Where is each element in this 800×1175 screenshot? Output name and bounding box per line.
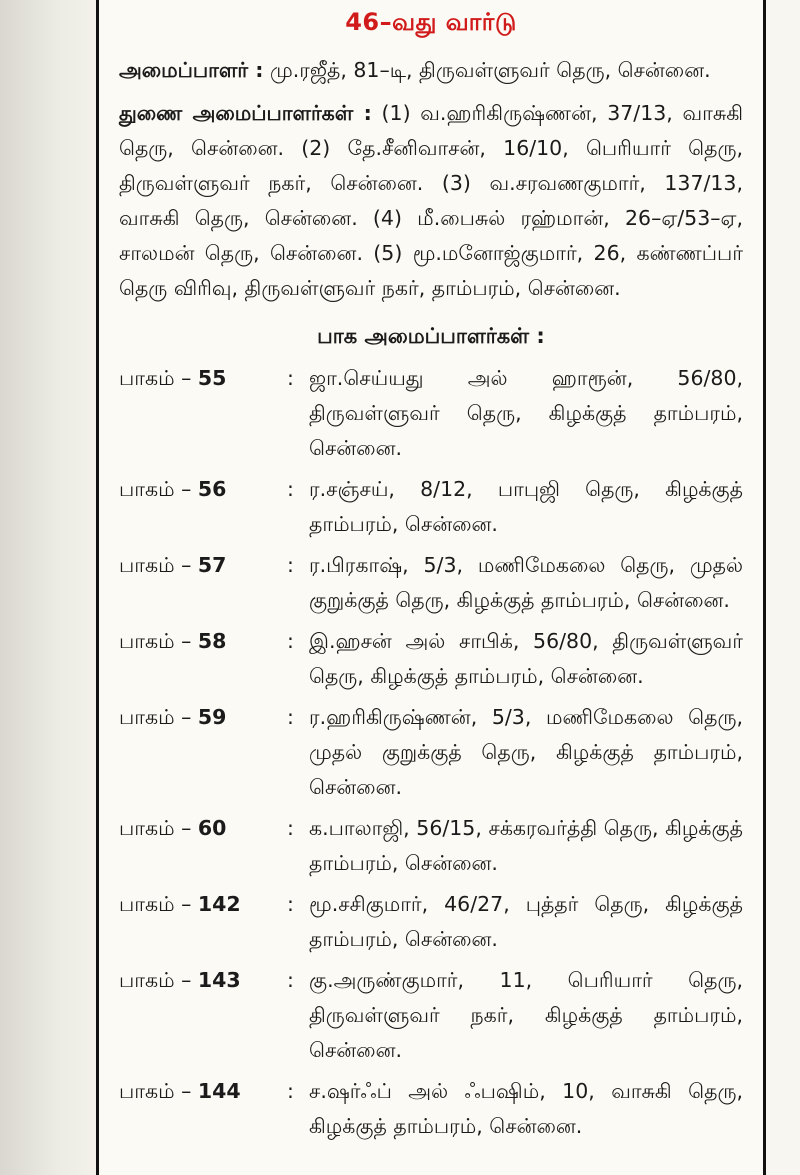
booth-prefix: பாகம் –	[119, 816, 192, 840]
booth-organizer-text: ஜா.செய்யது அல் ஹாரூன், 56/80, திருவள்ளுவர் தெரு, கிழக்குத் தாம்பரம், சென்னை.	[309, 366, 743, 460]
colon-separator: :	[287, 892, 294, 916]
booth-prefix: பாகம் –	[119, 968, 192, 992]
booth-number: 59	[197, 705, 227, 729]
organizer-label: அமைப்பாளர் :	[119, 58, 264, 82]
booth-entry	[119, 963, 743, 1068]
booth-code	[119, 624, 287, 659]
booth-organizer-text: ர.ஹரிகிருஷ்ணன், 5/3, மணிமேகலை தெரு, முதல் குறுக்குத் தெரு, கிழக்குத் தாம்பரம், சென்னை.	[309, 705, 743, 799]
colon-separator: :	[287, 366, 294, 390]
booth-entry	[119, 1074, 743, 1144]
booth-code	[119, 700, 287, 735]
booth-prefix: பாகம் –	[119, 477, 192, 501]
booth-organizer-text: கு.அருண்குமார், 11, பெரியார் தெரு, திருவள்ளுவர் நகர், கிழக்குத் தாம்பரம், சென்னை.	[309, 968, 743, 1062]
page-left-margin	[0, 0, 96, 1175]
booth-number: 142	[197, 892, 241, 916]
colon-separator: :	[287, 816, 294, 840]
colon-separator: :	[287, 477, 294, 501]
booth-prefix: பாகம் –	[119, 705, 192, 729]
booth-prefix: பாகம் –	[119, 366, 192, 390]
booth-organizers-heading: பாக அமைப்பாளர்கள் :	[317, 324, 545, 348]
booth-organizer-text: க.பாலாஜி, 56/15, சக்கரவர்த்தி தெரு, கிழக்குத் தாம்பரம், சென்னை.	[309, 816, 743, 875]
section-title: 46–வது வார்டு	[345, 8, 517, 36]
booth-prefix: பாகம் –	[119, 892, 192, 916]
booth-entry	[119, 700, 743, 805]
booth-code	[119, 472, 287, 507]
booth-number: 55	[197, 366, 227, 390]
booth-prefix: பாகம் –	[119, 1079, 192, 1103]
booth-organizer-text: ர.பிரகாஷ், 5/3, மணிமேகலை தெரு, முதல் குறுக்குத் தெரு, கிழக்குத் தாம்பரம், சென்னை.	[309, 553, 743, 612]
booth-organizer-text: ர.சஞ்சய், 8/12, பாபுஜி தெரு, கிழக்குத் தாம்பரம், சென்னை.	[309, 477, 743, 536]
booth-number: 60	[197, 816, 227, 840]
booth-code	[119, 811, 287, 846]
booth-entry	[119, 361, 743, 466]
booth-number: 58	[197, 629, 227, 653]
booth-entry	[119, 624, 743, 694]
booth-prefix: பாகம் –	[119, 629, 192, 653]
booth-entry	[119, 472, 743, 542]
booth-prefix: பாகம் –	[119, 553, 192, 577]
booth-organizer-text: ச.ஷர்ஃப் அல் ஃபஷிம், 10, வாசுகி தெரு, கிழக்குத் தாம்பரம், சென்னை.	[309, 1079, 743, 1138]
colon-separator: :	[287, 968, 294, 992]
deputy-organizers-paragraph	[119, 96, 743, 306]
organizer-text: மு.ரஜீத், 81–டி, திருவள்ளுவர் தெரு, சென்னை.	[269, 58, 711, 82]
booth-code	[119, 1074, 287, 1109]
article-content	[99, 0, 763, 1144]
organizer-paragraph	[119, 53, 743, 88]
colon-separator: :	[287, 629, 294, 653]
booth-organizer-text: இ.ஹசன் அல் சாபிக், 56/80, திருவள்ளுவர் தெரு, கிழக்குத் தாம்பரம், சென்னை.	[309, 629, 743, 688]
booth-entry	[119, 887, 743, 957]
booth-code	[119, 548, 287, 583]
deputy-organizers-text: (1) வ.ஹரிகிருஷ்ணன், 37/13, வாசுகி தெரு, சென்னை. (2) தே.சீனிவாசன், 16/10, பெரியார் தெரு, திருவள்ளுவர் நகர், சென்னை. (3) வ.சரவணகுமார், 137/13, வாசுகி தெரு, சென்னை. (4) மீ.பைசுல் ரஹ்மான், 26–ஏ/53–ஏ, சாலமன் தெரு, சென்னை. (5) மூ.மனோஜ்குமார், 26, கண்ணப்பர் தெரு விரிவு, திருவள்ளுவர் நகர், தாம்பரம், சென்னை.	[119, 101, 743, 300]
colon-separator: :	[287, 1079, 294, 1103]
booth-entry	[119, 811, 743, 881]
adjacent-column-fragment	[766, 0, 800, 1175]
colon-separator: :	[287, 553, 294, 577]
article-column	[96, 0, 766, 1175]
booth-entry	[119, 548, 743, 618]
booth-number: 56	[197, 477, 227, 501]
booth-number: 143	[197, 968, 241, 992]
deputy-organizers-label: துணை அமைப்பாளர்கள் :	[119, 101, 372, 125]
booth-number: 144	[197, 1079, 241, 1103]
booth-organizer-text: மூ.சசிகுமார், 46/27, புத்தர் தெரு, கிழக்குத் தாம்பரம், சென்னை.	[309, 892, 743, 951]
booth-code	[119, 887, 287, 922]
booth-list	[119, 361, 743, 1144]
booth-number: 57	[197, 553, 227, 577]
colon-separator: :	[287, 705, 294, 729]
booth-code	[119, 963, 287, 998]
booth-code	[119, 361, 287, 396]
